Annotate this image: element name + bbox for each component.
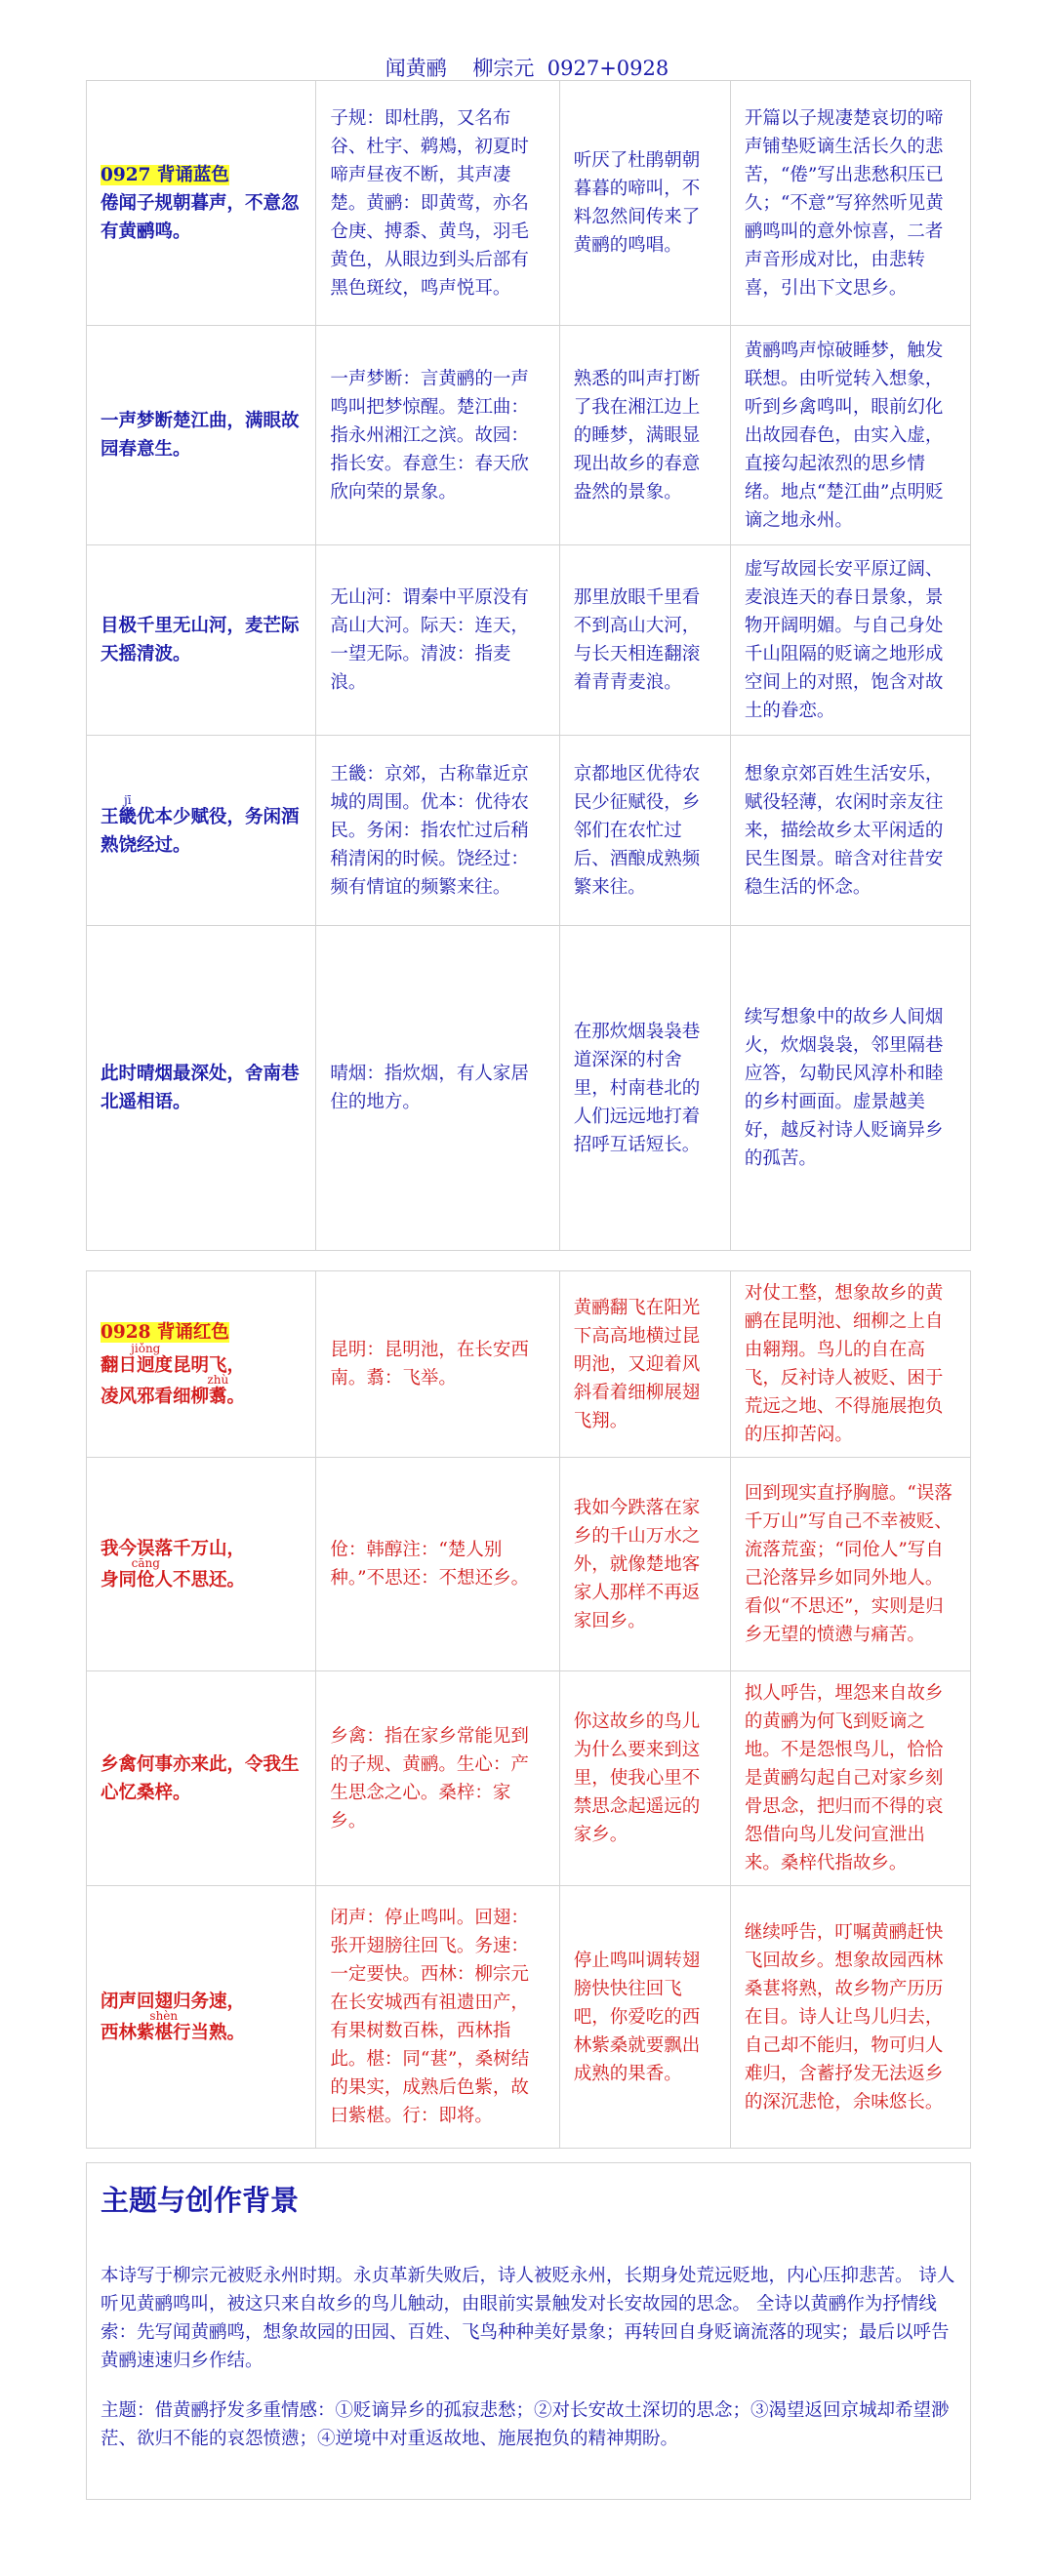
poem-table-part1 bbox=[86, 80, 971, 1251]
annotation-cell: 晴烟：指炊烟，有人家居住的地方。 bbox=[316, 926, 559, 1251]
pinyin: cāng bbox=[131, 1555, 160, 1570]
table-row bbox=[87, 545, 971, 736]
analysis-cell: 对仗工整，想象故乡的黄鹂在昆明池、细柳之上自由翱翔。鸟儿的自在高飞，反衬诗人被贬、困于荒远之地、不得施展抱负的压抑苦闷。 bbox=[730, 1271, 970, 1458]
poem-line-cell bbox=[87, 1271, 316, 1458]
pinyin-ruby bbox=[207, 1372, 229, 1407]
pinyin-ruby bbox=[118, 792, 138, 827]
recite-label-blue: 0927 背诵蓝色 bbox=[101, 164, 229, 185]
theme-background-section bbox=[86, 2162, 971, 2500]
annotation-cell: 昆明：昆明池，在长安西南。翥：飞举。 bbox=[316, 1271, 559, 1458]
table-row bbox=[87, 81, 971, 326]
translation-cell: 那里放眼千里看不到高山大河，与长天相连翻滚着青青麦浪。 bbox=[559, 545, 730, 736]
background-paragraph: 本诗写于柳宗元被贬永州时期。永贞革新失败后，诗人被贬永州，长期身处荒远贬地，内心压抑悲苦。 诗人听见黄鹂鸣叫，被这只来自故乡的鸟儿触动，由眼前实景触发对长安故园的思念。 全诗以黄鹂作为抒情线索：先写闻黄鹂鸣，想象故园的田园、百姓、飞鸟种种美好景象；再转回自身贬谪流落的现实；最后以呼告黄鹂速速归乡作结。 bbox=[101, 2266, 955, 2371]
annotation-cell: 一声梦断：言黄鹂的一声鸣叫把梦惊醒。楚江曲：指永州湘江之滨。故园：指长安。春意生：春天欣欣向荣的景象。 bbox=[316, 326, 559, 545]
pinyin: shèn bbox=[149, 2008, 179, 2023]
annotation-cell: 王畿：京郊，古称靠近京城的周围。优本：优待农民。务闲：指农忙过后稍稍清闲的时候。饶经过：频有情谊的频繁来往。 bbox=[316, 736, 559, 926]
pinyin: jiǒng bbox=[131, 1341, 161, 1355]
analysis-cell: 回到现实直抒胸臆。“误落千万山”写自己不幸被贬、流落荒蛮；“同伧人”写自己沦落异乡如同外地人。看似“不思还”，实则是归乡无望的愤懑与痛苦。 bbox=[730, 1458, 970, 1671]
analysis-cell: 虚写故园长安平原辽阔、麦浪连天的春日景象，景物开阔明媚。与自己身处千山阻隔的贬谪之地形成空间上的对照，饱含对故土的眷恋。 bbox=[730, 545, 970, 736]
ruby-char: 畿 bbox=[118, 806, 138, 827]
page-title: 闻黄鹂 柳宗元 0927+0928 bbox=[385, 57, 669, 80]
section-heading: 主题与创作背景 bbox=[101, 2184, 300, 2217]
poem-line-pre: 凌风邪看细柳 bbox=[101, 1386, 210, 1407]
analysis-cell: 续写想象中的故乡人间烟火，炊烟袅袅，邻里隔巷应答，勾勒民风淳朴和睦的乡村画面。虚景越美好，越反衬诗人贬谪异乡的孤苦。 bbox=[730, 926, 970, 1251]
analysis-cell: 拟人呼告，埋怨来自故乡的黄鹂为何飞到贬谪之地。不是怨恨鸟儿，恰恰是黄鹂勾起自己对家乡刻骨思念，把归而不得的哀怨借向鸟儿发问宣泄出来。桑梓代指故乡。 bbox=[730, 1671, 970, 1886]
analysis-cell: 继续呼告，叮嘱黄鹂赶快飞回故乡。想象故园西林桑葚将熟，故乡物产历历在目。诗人让鸟儿归去，自己却不能归，物可归人难归，含蓄抒发无法返乡的深沉悲怆，余味悠长。 bbox=[730, 1886, 970, 2149]
poem-table-part2 bbox=[86, 1270, 971, 2149]
table-row bbox=[87, 736, 971, 926]
annotation-cell: 子规：即杜鹃，又名布谷、杜宇、鹈鴂，初夏时啼声昼夜不断，其声凄楚。黄鹂：即黄莺，亦名仓庚、搏黍、黄鸟，羽毛黄色，从眼边到头后部有黑色斑纹，鸣声悦耳。 bbox=[316, 81, 559, 326]
poem-line: 倦闻子规朝暮声，不意忽有黄鹂鸣。 bbox=[101, 192, 300, 242]
translation-cell: 你这故乡的鸟儿为什么要来到这里，使我心里不禁思念起遥远的家乡。 bbox=[559, 1671, 730, 1886]
table-row bbox=[87, 1458, 971, 1671]
recite-label-red: 0928 背诵红色 bbox=[101, 1321, 229, 1343]
translation-cell: 听厌了杜鹃朝朝暮暮的啼叫，不料忽然间传来了黄鹂的鸣唱。 bbox=[559, 81, 730, 326]
annotation-cell: 乡禽：指在家乡常能见到的子规、黄鹂。生心：产生思念之心。桑梓：家乡。 bbox=[316, 1671, 559, 1886]
poem-line-post: 。 bbox=[226, 1386, 246, 1407]
translation-cell: 京都地区优待农民少征赋役，乡邻们在农忙过后、酒酿成熟频繁来往。 bbox=[559, 736, 730, 926]
table-row bbox=[87, 1886, 971, 2149]
analysis-cell: 开篇以子规凄楚哀切的啼声铺垫贬谪生活长久的悲苦，“倦”写出悲愁积压已久；“不意”写猝然听见黄鹂鸣叫的意外惊喜，二者声音形成对比，由悲转喜，引出下文思乡。 bbox=[730, 81, 970, 326]
poem-line-cell bbox=[87, 736, 316, 926]
translation-cell: 在那炊烟袅袅巷道深深的村舍里，村南巷北的人们远远地打着招呼互话短长。 bbox=[559, 926, 730, 1251]
theme-paragraph: 主题：借黄鹂抒发多重情感：①贬谪异乡的孤寂悲愁；②对长安故土深切的思念；③渴望返回京城却希望渺茫、欲归不能的哀怨愤懑；④逆境中对重返故地、施展抱负的精神期盼。 bbox=[101, 2400, 950, 2449]
poem-line: 目极千里无山河，麦芒际天摇清波。 bbox=[87, 545, 316, 736]
pinyin: jī bbox=[118, 792, 138, 807]
ruby-char: 伧 bbox=[131, 1569, 160, 1590]
poem-line-pre: 西林紫 bbox=[101, 2022, 155, 2043]
poem-line: 此时晴烟最深处，舍南巷北遥相语。 bbox=[87, 926, 316, 1251]
poem-line: 我今误落千万山， bbox=[101, 1538, 246, 1559]
ruby-char: 迥 bbox=[131, 1354, 161, 1376]
ruby-char: 椹 bbox=[149, 2022, 179, 2043]
poem-line-cell bbox=[87, 1458, 316, 1671]
poem-line-post: 行当熟。 bbox=[173, 2022, 246, 2043]
pinyin-ruby bbox=[131, 1555, 160, 1590]
poem-line-post: 度昆明飞， bbox=[154, 1354, 246, 1376]
poem-line-post: 优本少赋役，务闲酒熟饶经过。 bbox=[101, 806, 300, 856]
pinyin: zhù bbox=[207, 1372, 229, 1387]
pinyin-ruby bbox=[131, 1341, 161, 1376]
translation-cell: 我如今跌落在家乡的千山万水之外，就像楚地客家人那样不再返家回乡。 bbox=[559, 1458, 730, 1671]
poem-line-pre: 翻日 bbox=[101, 1354, 138, 1376]
table-row bbox=[87, 326, 971, 545]
poem-line-post: 人不思还。 bbox=[154, 1569, 246, 1590]
poem-line: 一声梦断楚江曲，满眼故园春意生。 bbox=[87, 326, 316, 545]
poem-line-cell bbox=[87, 81, 316, 326]
translation-cell: 黄鹂翻飞在阳光下高高地横过昆明池，又迎着风斜看着细柳展翅飞翔。 bbox=[559, 1271, 730, 1458]
analysis-cell: 黄鹂鸣声惊破睡梦，触发联想。由听觉转入想象，听到乡禽鸣叫，眼前幻化出故园春色，由实入虚，直接勾起浓烈的思乡情绪。地点“楚江曲”点明贬谪之地永州。 bbox=[730, 326, 970, 545]
annotation-cell: 伧：韩醇注：“楚人别种。”不思还：不想还乡。 bbox=[316, 1458, 559, 1671]
translation-cell: 熟悉的叫声打断了我在湘江边上的睡梦，满眼显现出故乡的春意盎然的景象。 bbox=[559, 326, 730, 545]
table-row bbox=[87, 1671, 971, 1886]
analysis-cell: 想象京郊百姓生活安乐，赋役轻薄，农闲时亲友往来，描绘故乡太平闲适的民生图景。暗含对往昔安稳生活的怀念。 bbox=[730, 736, 970, 926]
annotation-cell: 无山河：谓秦中平原没有高山大河。际天：连天，一望无际。清波：指麦浪。 bbox=[316, 545, 559, 736]
table-row bbox=[87, 926, 971, 1251]
poem-line-pre: 王 bbox=[101, 806, 119, 827]
ruby-char: 翥 bbox=[207, 1386, 229, 1407]
poem-line: 闭声回翅归务速， bbox=[101, 1991, 246, 2012]
poem-line-cell bbox=[87, 1886, 316, 2149]
table-row bbox=[87, 1271, 971, 1458]
poem-line: 乡禽何事亦来此，令我生心忆桑梓。 bbox=[87, 1671, 316, 1886]
poem-line-pre: 身同 bbox=[101, 1569, 138, 1590]
translation-cell: 停止鸣叫调转翅膀快快往回飞吧，你爱吃的西林紫桑就要飘出成熟的果香。 bbox=[559, 1886, 730, 2149]
pinyin-ruby bbox=[149, 2008, 179, 2043]
annotation-cell: 闭声：停止鸣叫。回翅：张开翅膀往回飞。务速：一定要快。西林：柳宗元在长安城西有祖遗田产，有果树数百株，西林指此。椹：同“葚”，桑树结的果实，成熟后色紫，故曰紫椹。行：即将。 bbox=[316, 1886, 559, 2149]
